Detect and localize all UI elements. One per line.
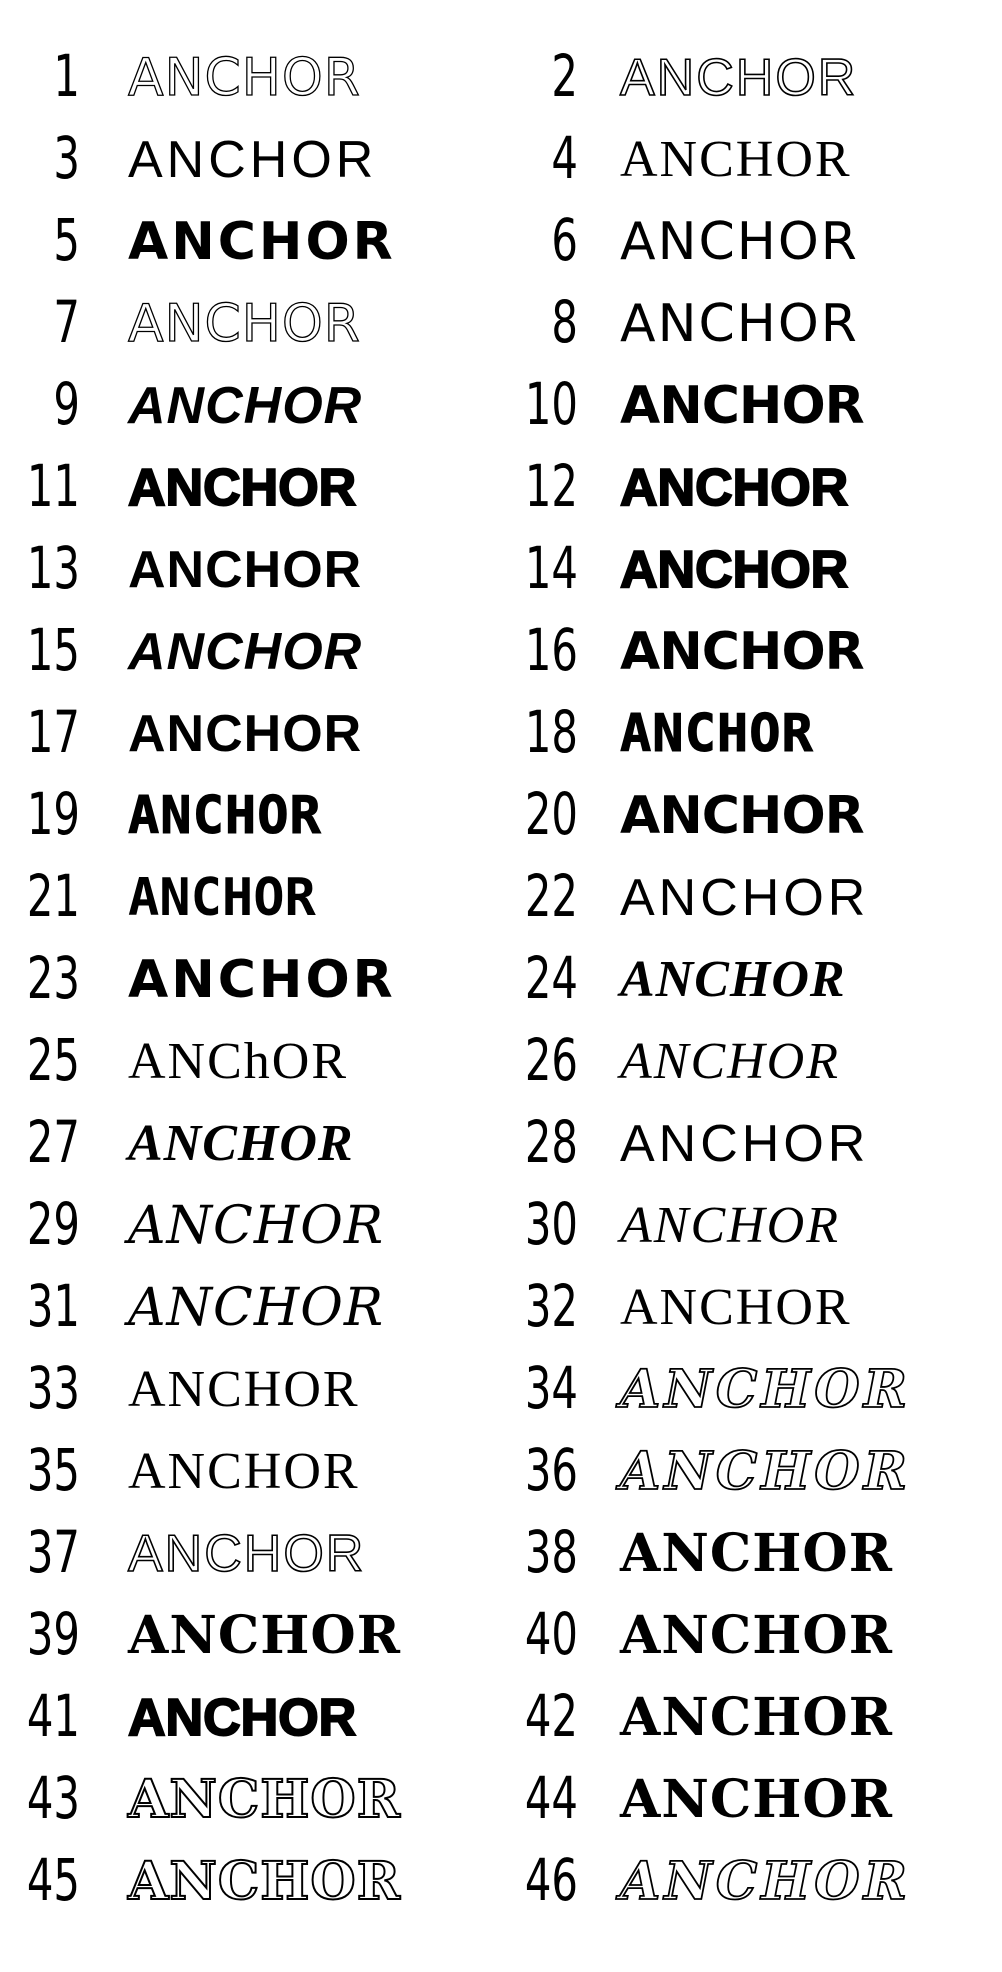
font-sample: [498, 1266, 1002, 1348]
sample-word: ANCHOR: [620, 459, 849, 517]
sample-number: 17: [26, 698, 81, 766]
sample-number: 45: [26, 1846, 81, 1914]
font-sample: [0, 528, 498, 610]
sample-number: 21: [26, 862, 81, 930]
sample-word: ANCHOR: [128, 1196, 384, 1256]
sample-number: 36: [524, 1436, 578, 1504]
sample-word: ANCHOR: [620, 212, 859, 272]
sample-number: 27: [26, 1108, 81, 1176]
sample-number: 29: [26, 1190, 81, 1258]
sample-number: 40: [524, 1600, 578, 1668]
sample-number: 10: [524, 370, 578, 438]
sample-word: ANCHOR: [620, 1605, 893, 1666]
font-sample: [0, 118, 498, 200]
sample-word: ANCHOR: [620, 1033, 840, 1090]
sample-number: 39: [26, 1600, 81, 1668]
font-sample: [498, 1020, 1002, 1102]
sample-word: ANCHOR: [128, 459, 357, 517]
sample-word: ANCHOR: [128, 868, 316, 928]
sample-word: ANCHOR: [620, 951, 846, 1008]
font-sample: [0, 1594, 498, 1676]
font-sample: [498, 1758, 1002, 1840]
font-sample: [0, 1266, 498, 1348]
sample-number: 7: [53, 288, 80, 356]
sample-number: 5: [53, 206, 80, 274]
sample-word: ANCHOR: [620, 1441, 911, 1502]
font-sample: [498, 1512, 1002, 1594]
sample-word: ANChOR: [128, 1033, 349, 1090]
sample-word: ANCHOR: [128, 1605, 401, 1666]
sample-number: 18: [524, 698, 578, 766]
sample-word: ANCHOR: [620, 541, 849, 599]
sample-word: ANCHOR: [128, 294, 361, 354]
font-sample: [498, 774, 1002, 856]
sample-word: ANCHOR: [620, 622, 864, 682]
sample-number: 46: [524, 1846, 578, 1914]
font-sample: [498, 1430, 1002, 1512]
sample-number: 1: [53, 42, 80, 110]
font-sample: [0, 1020, 498, 1102]
sample-word: ANCHOR: [620, 376, 864, 436]
sample-word: ANCHOR: [620, 294, 859, 354]
sample-word: ANCHOR: [620, 1523, 893, 1584]
sample-number: 43: [26, 1764, 81, 1832]
sample-number: 15: [26, 616, 81, 684]
sample-word: ANCHOR: [620, 1279, 852, 1336]
sample-number: 12: [524, 452, 578, 520]
font-sample: [0, 364, 498, 446]
sample-number: 6: [551, 206, 578, 274]
font-sample: [498, 36, 1002, 118]
font-sample: [498, 610, 1002, 692]
font-sample: [498, 200, 1002, 282]
font-sample: [498, 1348, 1002, 1430]
font-sample: [498, 856, 1002, 938]
font-sample: [498, 364, 1002, 446]
sample-word: ANCHOR: [128, 1278, 384, 1338]
sample-word: ANCHOR: [128, 1769, 401, 1830]
sample-word: ANCHOR: [620, 1687, 893, 1748]
sample-word: ANCHOR: [620, 1115, 870, 1173]
sample-word: ANCHOR: [128, 377, 363, 435]
font-sample: [0, 1758, 498, 1840]
font-sample: [0, 774, 498, 856]
font-sample: [498, 692, 1002, 774]
sample-number: 9: [53, 370, 80, 438]
sample-number: 37: [26, 1518, 81, 1586]
font-sample: [498, 1676, 1002, 1758]
sample-word: ANCHOR: [128, 1689, 357, 1747]
sample-number: 32: [524, 1272, 578, 1340]
font-sample: [498, 282, 1002, 364]
sample-number: 24: [524, 944, 578, 1012]
sample-number: 2: [551, 42, 578, 110]
sample-number: 19: [26, 780, 81, 848]
sample-word: ANCHOR: [128, 705, 363, 763]
sample-number: 26: [524, 1026, 578, 1094]
sample-number: 11: [26, 452, 81, 520]
font-sample: [0, 610, 498, 692]
sample-word: ANCHOR: [620, 1769, 893, 1830]
sample-word: ANCHOR: [128, 950, 396, 1010]
font-sample: [0, 1102, 498, 1184]
sample-number: 30: [524, 1190, 578, 1258]
font-sample: [0, 1348, 498, 1430]
sample-word: ANCHOR: [128, 1851, 401, 1912]
sample-word: ANCHOR: [620, 869, 870, 927]
sample-number: 16: [524, 616, 578, 684]
sample-word: ANCHOR: [620, 704, 814, 764]
font-sample: [498, 528, 1002, 610]
sample-number: 31: [26, 1272, 81, 1340]
font-sample: [0, 282, 498, 364]
sample-word: ANCHOR: [128, 623, 363, 681]
sample-number: 3: [53, 124, 80, 192]
sample-number: 42: [524, 1682, 578, 1750]
font-sample: [0, 1512, 498, 1594]
font-sample: [0, 1840, 498, 1922]
sample-word: ANCHOR: [128, 131, 378, 189]
sample-number: 44: [524, 1764, 578, 1832]
sample-number: 4: [551, 124, 578, 192]
sample-word: ANCHOR: [620, 131, 852, 188]
font-sample: [0, 1676, 498, 1758]
sample-word: ANCHOR: [620, 786, 864, 846]
sample-number: 14: [524, 534, 578, 602]
font-sample: [0, 938, 498, 1020]
sample-word: ANCHOR: [620, 1851, 911, 1912]
sample-number: 13: [26, 534, 81, 602]
font-sample: [0, 446, 498, 528]
sample-number: 8: [551, 288, 578, 356]
sample-word: ANCHOR: [128, 1443, 360, 1500]
font-sample: [0, 1184, 498, 1266]
sample-number: 23: [26, 944, 81, 1012]
sample-word: ANCHOR: [128, 48, 361, 108]
sample-word: ANCHOR: [128, 1115, 354, 1172]
font-sample: [0, 36, 498, 118]
font-sample: [498, 1594, 1002, 1676]
sample-number: 41: [26, 1682, 81, 1750]
sample-number: 25: [26, 1026, 81, 1094]
sample-number: 20: [524, 780, 578, 848]
sample-number: 33: [26, 1354, 81, 1422]
font-sample: [0, 692, 498, 774]
font-sample: [0, 856, 498, 938]
sample-number: 38: [524, 1518, 578, 1586]
sample-word: ANCHOR: [620, 1359, 911, 1420]
sample-number: 35: [26, 1436, 81, 1504]
sample-word: ANCHOR: [128, 541, 363, 599]
sample-number: 22: [524, 862, 578, 930]
sample-word: ANCHOR: [128, 786, 322, 846]
font-sample: [498, 938, 1002, 1020]
sample-word: ANCHOR: [128, 212, 396, 272]
font-sample: [498, 1184, 1002, 1266]
font-sample: [498, 446, 1002, 528]
font-sample: [0, 200, 498, 282]
sample-word: ANCHOR: [620, 1197, 840, 1254]
sample-number: 34: [524, 1354, 578, 1422]
sample-word: ANCHOR: [128, 1525, 366, 1583]
font-sample: [498, 118, 1002, 200]
sample-number: 28: [524, 1108, 578, 1176]
sample-word: ANCHOR: [620, 49, 858, 107]
sample-word: ANCHOR: [128, 1361, 360, 1418]
font-sample: [498, 1840, 1002, 1922]
font-sample: [498, 1102, 1002, 1184]
font-sample: [0, 1430, 498, 1512]
